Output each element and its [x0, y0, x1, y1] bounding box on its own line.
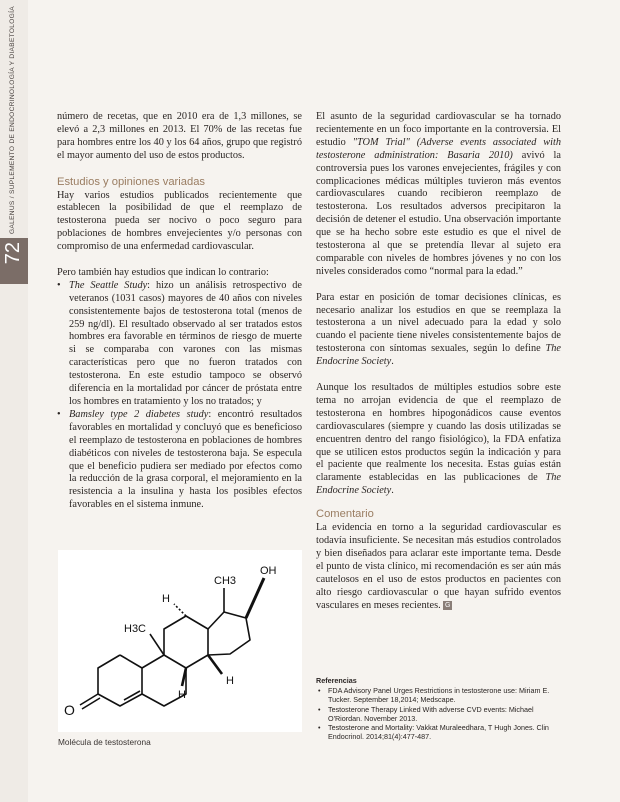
ch3-label: CH3 [214, 575, 237, 587]
reference-item: • FDA Advisory Panel Urges Restrictions in testosterone use: Miriam E. Tucker. September 18,2014; Medscape. [316, 686, 561, 704]
side-margin [0, 0, 28, 802]
testosterone-structure [58, 550, 302, 732]
text-run: . [391, 356, 394, 368]
text-run: Aunque los resultados de múltiples estudios sobre este tema no arrojan evidencia de que el reemplazo de testosterona en hombres hipogonádicos cause eventos cardiovasculares (siempre y cuando las dosis utilizadas se encuentren dentro del rango fisiológico), la FDA enfatiza que se utilicen estos productos según la indicación y para el paciente que realmente los necesita. Estas guías están claramente establecidas en las publicaciones de [316, 382, 561, 484]
reference-item: • Testosterone and Mortality: Vakkat Muraleedhara, T Hugh Jones. Clin Endocrinol. 2014;81(4):477-487. [316, 723, 561, 741]
figure-caption: Molécula de testosterona [58, 737, 151, 747]
society-name: The Endocrine Society [316, 343, 561, 368]
oh-label: OH [260, 565, 277, 577]
ring-d [208, 612, 250, 655]
study-citation: "TOM Trial" (Adverse events associated with testosterone administration: Basaria 2010) [316, 136, 562, 161]
references-title: Referencias [316, 676, 357, 685]
paragraph: Pero también hay estudios que indican lo contrario: [57, 266, 269, 278]
paragraph [316, 522, 561, 612]
carbonyl-bond [80, 694, 98, 705]
h-label: H [162, 593, 170, 605]
left-column [57, 111, 302, 512]
h-label: H [226, 675, 234, 687]
study-text: : encontró resultados favorables en mortalidad y concluyó que es beneficioso el reemplazo de testosterona en poblaciones de hombres diabéticos con niveles de testosterona baja. Se especula que el beneficio pudiera ser mediado por efectos como la reducción de la grasa corporal, el mejoramiento en la resistencia a la insulina y hasta los posibles efectos favorables en el sistema inmune. [69, 408, 302, 511]
references [316, 676, 561, 741]
right-column [316, 111, 561, 625]
hydrogen-bond [174, 604, 186, 616]
study-title: Bamsley type 2 diabetes study [69, 408, 209, 420]
text-run: El asunto de la seguridad cardiovascular se ha tornado recientemente en un foco importante en la controversia. El estudio [316, 111, 561, 148]
molecule-figure [58, 550, 302, 732]
paragraph: Hay varios estudios publicados recientemente que establecen la posibilidad de que el reemplazo de testosterona pueda ser nocivo o poco seguro para poblaciones de hombres envejecientes y/o personas con compromiso de una enfermedad cardiovascular. [57, 189, 302, 253]
hydrogen-bond [208, 655, 222, 674]
h3c-label: H3C [124, 623, 147, 635]
text-run: . [391, 485, 394, 497]
society-name: The Endocrine Society [316, 472, 561, 497]
page-number: 72 [2, 242, 24, 265]
section-heading: Comentario [316, 508, 374, 521]
running-title: GALENUS / SUPLEMENTO DE ENDOCRINOLOGÍA Y DIABETOLOGÍA [9, 6, 16, 234]
hydroxyl-bond [246, 578, 264, 618]
paragraph [316, 382, 561, 498]
end-mark-icon: G [445, 601, 451, 609]
paragraph [316, 111, 561, 279]
page-number-box [0, 238, 28, 284]
section-heading: Estudios y opiniones variadas [57, 175, 206, 188]
references-list [316, 686, 561, 741]
study-text: : hizo un análisis retrospectivo de veteranos (1031 casos) mayores de 40 años con niveles consistentemente bajos de testosterona total (menos de 259 ng/dl). El resultado observado al ser tratados estos hombres era favorable en términos de riesgo de muerte si se comparaba con varones con las mismas características pero que no fueron tratados con testosterona. En este estudio tampoco se observó diferencia en la mortalidad por cáncer de próstata entre los hombres en tratamiento y los no tratados; y [69, 279, 302, 407]
text-run: avivó la controversia pues los varones envejecientes, frágiles y con complicaciones médicas múltiples tuvieron más eventos cardiovasculares cuando recibieron reemplazo de testosterona. Los resultados adversos precipitaron la decisión de detener el estudio. Una observación importante que se ha hecho sobre este estudio es que el nivel de testosterona al que se pretendía llevar al sujeto era comparable con niveles de hombres jóvenes y no con los niveles considerados como “normal para la edad.” [316, 149, 561, 277]
text-run: Para estar en posición de tomar decisiones clínicas, es necesario analizar los estudios en que se reemplaza la testosterona a un nivel adecuado para la edad y solo cuando el paciente tiene niveles consistentemente bajos de testosterona con síntomas sexuales, según lo define [316, 291, 561, 355]
list-item [57, 280, 302, 409]
paragraph [316, 292, 561, 369]
oxygen-label: O [64, 702, 75, 718]
carbonyl-bond-2 [82, 698, 100, 709]
ring-a [98, 655, 142, 706]
study-title: The Seattle Study [69, 279, 148, 291]
methyl-bond [150, 634, 164, 655]
ring-c [164, 616, 208, 668]
text-run: La evidencia en torno a la seguridad cardiovascular es todavía insuficiente. Se necesitan más estudios controlados y bien diseñados para aclarar este importante tema. Desde el punto de vista clínico, mi recomendación es ser aún más cautelosos en el uso de estos productos en pacientes con alto riesgo cardiovascular o que hayan sufrido eventos vasculares en meses recientes. [316, 522, 561, 611]
paragraph: número de recetas, que en 2010 era de 1,3 millones, se elevó a 2,3 millones en 2013. El 70% de las recetas fue para hombres entre los 40 y los 64 años, grupo que registró el mayor aumento del uso de estos productos. [57, 111, 302, 161]
list-item [57, 409, 302, 512]
h-label: H [178, 689, 186, 701]
reference-item: • Testosterone Therapy Linked With adverse CVD events: Michael O'Riordan. November 2013. [316, 705, 561, 723]
study-list [57, 280, 302, 512]
